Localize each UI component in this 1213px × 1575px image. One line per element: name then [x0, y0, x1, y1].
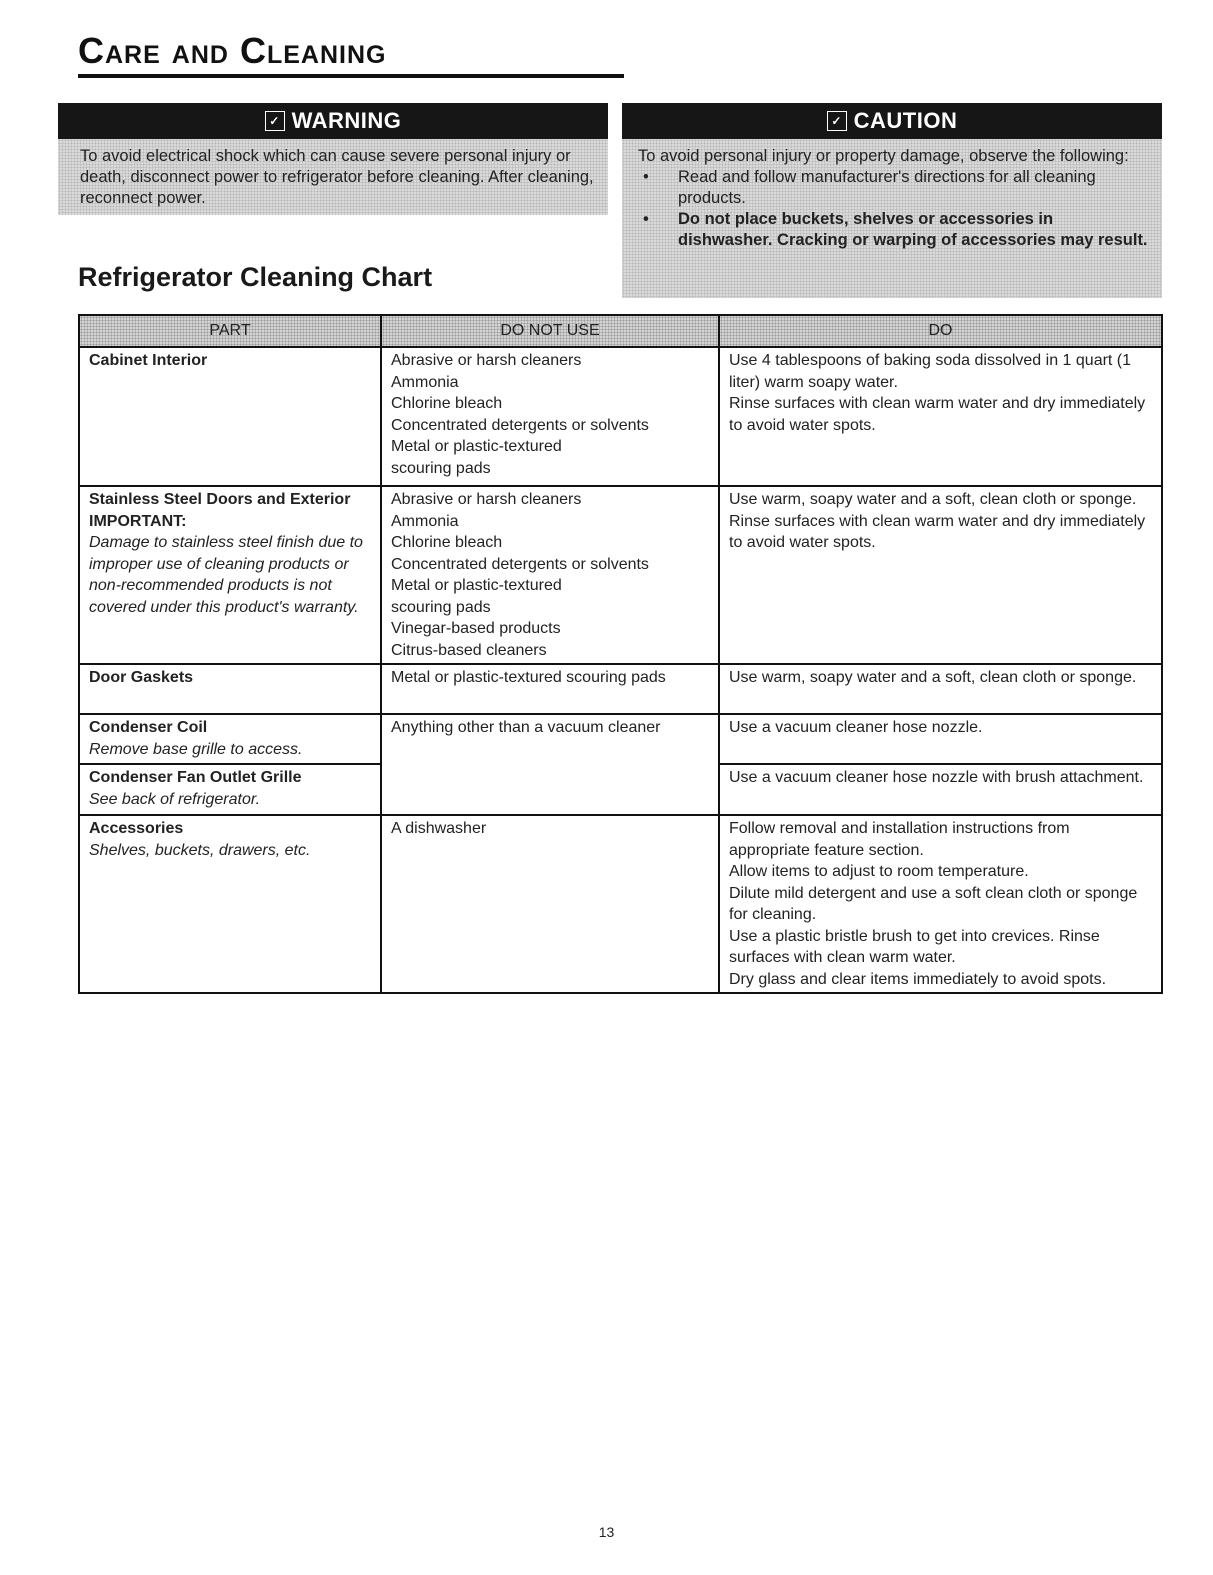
do-item: Use a plastic bristle brush to get into crevices. Rinse surfaces with clean warm water. [729, 927, 1100, 966]
part-note: Shelves, buckets, drawers, etc. [89, 841, 311, 859]
do-not-use-cell [381, 714, 719, 815]
do-not-use-item: Metal or plastic-textured scouring pads [391, 669, 666, 686]
do-not-use-item: Chlorine bleach [391, 534, 503, 551]
do-not-use-cell [381, 347, 719, 486]
do-not-use-item: Vinegar-based products [391, 620, 561, 637]
page-number: 13 [598, 1524, 615, 1540]
do-item: Dilute mild detergent and use a soft clean cloth or sponge for cleaning. [729, 884, 1138, 923]
page-title: Care and Cleaning [78, 30, 387, 71]
part-cell [79, 486, 381, 664]
header-do: DO [719, 315, 1162, 347]
do-not-use-cell [381, 815, 719, 993]
table-row [79, 815, 1162, 993]
table-row [79, 664, 1162, 714]
warning-text: To avoid electrical shock which can cause severe personal injury or death, disconnect power to refrigerator before cleaning. After cleaning, reconnect power. [80, 147, 594, 207]
do-item: Rinse surfaces with clean warm water and dry immediately to avoid water spots. [729, 395, 1146, 434]
part-name: Condenser Fan Outlet Grille [89, 769, 302, 786]
title-underline [78, 74, 624, 78]
part-name: Condenser Coil [89, 719, 208, 736]
chart-title: Refrigerator Cleaning Chart [78, 262, 433, 292]
part-name: Door Gaskets [89, 669, 194, 686]
alert-icon: ✓ [827, 111, 847, 131]
alert-icon: ✓ [265, 111, 285, 131]
do-not-use-cell [381, 664, 719, 714]
important-label: IMPORTANT: [89, 512, 187, 530]
do-item: Use 4 tablespoons of baking soda dissolved in 1 quart (1 liter) warm soapy water. [729, 352, 1132, 391]
caution-box [622, 103, 1162, 298]
part-cell [79, 815, 381, 993]
part-name: Cabinet Interior [89, 352, 208, 369]
caution-body [622, 139, 1162, 251]
do-not-use-item: A dishwasher [391, 820, 487, 837]
do-item: Rinse surfaces with clean warm water and dry immediately to avoid water spots. [729, 512, 1146, 551]
do-item: Allow items to adjust to room temperature. [729, 863, 1029, 880]
part-note: See back of refrigerator. [89, 790, 261, 808]
part-name: Accessories [89, 820, 184, 837]
do-cell [719, 815, 1162, 993]
warning-box [58, 103, 608, 215]
do-item: Use warm, soapy water and a soft, clean cloth or sponge. [729, 669, 1137, 686]
part-cell [79, 347, 381, 486]
part-note: Remove base grille to access. [89, 740, 303, 758]
caution-item: • Read and follow manufacturer's directions for all cleaning products. [638, 167, 1148, 209]
do-item: Use a vacuum cleaner hose nozzle. [729, 719, 983, 736]
do-item: Use a vacuum cleaner hose nozzle with brush attachment. [729, 769, 1144, 786]
caution-item: • Do not place buckets, shelves or accessories in dishwasher. Cracking or warping of accessories may result. [638, 209, 1148, 251]
part-name: Stainless Steel Doors and Exterior [89, 491, 351, 508]
table-header-row [79, 315, 1162, 347]
warning-header [58, 103, 608, 139]
table-row [79, 486, 1162, 664]
do-not-use-cell [381, 486, 719, 664]
do-not-use-item: Concentrated detergents or solvents [391, 555, 649, 573]
do-cell [719, 347, 1162, 486]
part-cell [79, 764, 381, 815]
caution-header [622, 103, 1162, 139]
caution-heading: CAUTION [853, 108, 958, 133]
do-not-use-item: Concentrated detergents or solvents [391, 416, 649, 434]
part-cell [79, 664, 381, 714]
do-not-use-item: scouring pads [391, 598, 491, 616]
table-row [79, 347, 1162, 486]
do-not-use-item: Metal or plastic-textured [391, 438, 562, 455]
header-do-not-use: DO NOT USE [381, 315, 719, 347]
do-not-use-item: Metal or plastic-textured [391, 577, 562, 594]
do-item: Dry glass and clear items immediately to avoid spots. [729, 970, 1107, 988]
do-cell [719, 664, 1162, 714]
table-row [79, 714, 1162, 764]
do-cell [719, 714, 1162, 764]
do-not-use-item: Ammonia [391, 373, 459, 391]
warning-heading: WARNING [291, 108, 402, 133]
do-not-use-item: Abrasive or harsh cleaners [391, 352, 582, 369]
part-note: Damage to stainless steel finish due to improper use of cleaning products or non-recommended products is not covered under this product's warranty. [89, 534, 363, 616]
caution-intro: To avoid personal injury or property damage, observe the following: [638, 147, 1129, 165]
do-item: Use warm, soapy water and a soft, clean cloth or sponge. [729, 491, 1137, 508]
do-cell [719, 486, 1162, 664]
do-cell [719, 764, 1162, 815]
part-cell [79, 714, 381, 764]
cleaning-chart-table [78, 314, 1163, 994]
do-not-use-item: Anything other than a vacuum cleaner [391, 719, 661, 736]
do-not-use-item: Citrus-based cleaners [391, 641, 547, 659]
do-not-use-item: Chlorine bleach [391, 395, 503, 412]
caution-list [638, 167, 1148, 251]
do-item: Follow removal and installation instructions from appropriate feature section. [729, 820, 1070, 859]
header-part: PART [79, 315, 381, 347]
do-not-use-item: scouring pads [391, 459, 491, 477]
do-not-use-item: Ammonia [391, 512, 459, 530]
do-not-use-item: Abrasive or harsh cleaners [391, 491, 582, 508]
